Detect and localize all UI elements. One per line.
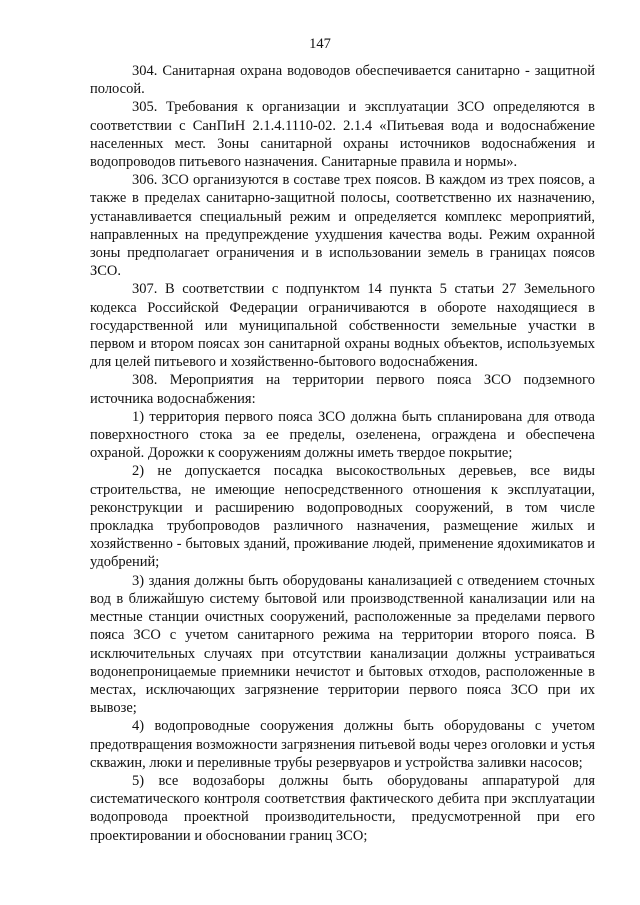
- paragraph-305: 305. Требования к организации и эксплуатации ЗСО определяются в соответствии с СанПиН 2.1.4.1110-02. 2.1.4 «Питьевая вода и водоснабжение населенных мест. Зоны санитарной охраны источников водоснабжения и водопроводов питьевого назначения. Санитарные правила и нормы».: [90, 99, 595, 171]
- list-item-4: 4) водопроводные сооружения должны быть оборудованы с учетом предотвращения возможности загрязнения питьевой воды через оголовки и устья скважин, люки и переливные трубы резервуаров и устройства заливки насосов;: [90, 718, 595, 771]
- document-body: [90, 62, 595, 845]
- paragraph-308: 308. Мероприятия на территории первого пояса ЗСО подземного источника водоснабжения:: [90, 372, 595, 407]
- paragraph-306: 306. ЗСО организуются в составе трех поясов. В каждом из трех поясов, а также в пределах санитарно-защитной полосы, соответственно их назначению, устанавливается специальный режим и определяется комплекс мероприятий, направленных на предупреждение ухудшения качества воды. Режим охранной зоны предполагает ограничения и в использовании земель в границах поясов ЗСО.: [90, 172, 595, 280]
- list-item-2: 2) не допускается посадка высокоствольных деревьев, все виды строительства, не имеющие непосредственного отношения к эксплуатации, реконструкции и расширению водопроводных сооружений, в том числе прокладка трубопроводов различного назначения, размещение жилых и хозяйственно - бытовых зданий, проживание людей, применение ядохимикатов и удобрений;: [90, 463, 595, 571]
- page-number: 147: [309, 36, 331, 52]
- list-item-5: 5) все водозаборы должны быть оборудованы аппаратурой для систематического контроля соответствия фактического дебита при эксплуатации водопровода проектной производительности, предусмотренной при его проектировании и обосновании границ ЗСО;: [90, 772, 595, 844]
- list-item-1: 1) территория первого пояса ЗСО должна быть спланирована для отвода поверхностного стока за ее пределы, озеленена, ограждена и обеспечена охраной. Дорожки к сооружениям должны иметь твердое покрытие;: [90, 408, 595, 462]
- paragraph-307: 307. В соответствии с подпунктом 14 пункта 5 статьи 27 Земельного кодекса Российской Федерации ограничиваются в обороте находящиеся в государственной или муниципальной собственности земельные участки в первом и втором поясах зон санитарной охраны водных объектов, используемых для целей питьевого и хозяйственно-бытового водоснабжения.: [90, 281, 595, 371]
- paragraph-304: 304. Санитарная охрана водоводов обеспечивается санитарно - защитной полосой.: [90, 63, 595, 98]
- list-item-3: 3) здания должны быть оборудованы канализацией с отведением сточных вод в ближайшую систему бытовой или производственной канализации или на местные станции очистных сооружений, расположенные за пределами первого пояса ЗСО с учетом санитарного режима на территории второго пояса. В исключительных случаях при отсутствии канализации должны устраиваться водонепроницаемые приемники нечистот и бытовых отходов, расположенные в местах, исключающих загрязнение территории первого пояса ЗСО при их вывозе;: [90, 572, 595, 717]
